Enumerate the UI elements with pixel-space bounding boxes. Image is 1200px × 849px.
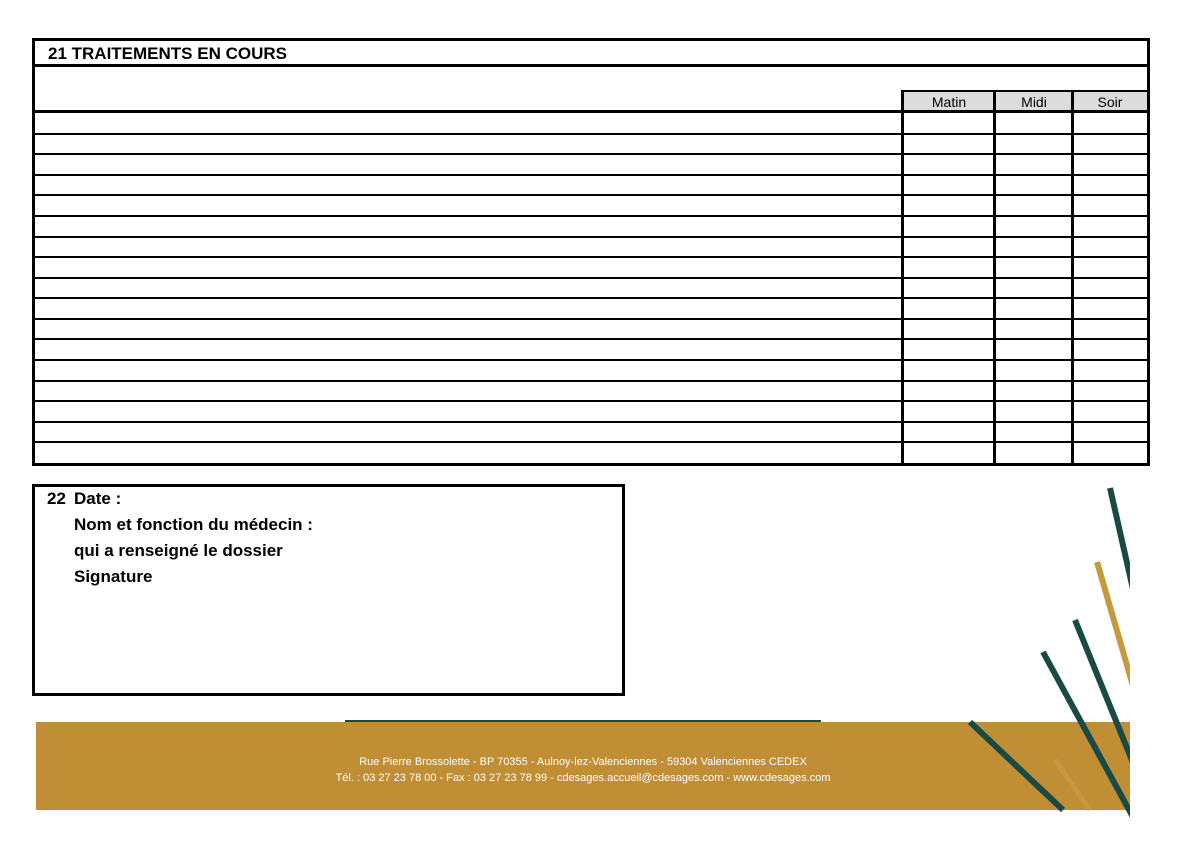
doctor-name-label: Nom et fonction du médecin : <box>74 515 313 534</box>
table-row-divider <box>35 133 1147 135</box>
table-row-divider <box>35 215 1147 217</box>
table-row-divider <box>35 421 1147 423</box>
column-divider <box>1071 90 1074 463</box>
table-row-divider <box>35 380 1147 382</box>
column-header-midi: Midi <box>995 90 1073 110</box>
treatment-rows <box>35 110 1147 463</box>
table-row-divider <box>35 441 1147 443</box>
table-row-divider <box>35 256 1147 258</box>
section-21-title: 21 TRAITEMENTS EN COURS <box>35 41 1147 67</box>
footer-contact: Tél. : 03 27 23 78 00 - Fax : 03 27 23 78 99 - cdesages.accueil@cdesages.com - www.cdesages.com <box>335 772 831 784</box>
table-row-divider <box>35 174 1147 176</box>
signature-label: Signature <box>74 567 153 586</box>
table-row-divider <box>35 194 1147 196</box>
table-row-divider <box>35 400 1147 402</box>
signature-box <box>32 484 625 696</box>
table-row-divider <box>35 153 1147 155</box>
footer-address: Rue Pierre Brossolette - BP 70355 - Aulnoy-lez-Valenciennes - 59304 Valenciennes CEDEX <box>359 756 807 768</box>
table-row-divider <box>35 359 1147 361</box>
footer-band <box>36 722 1130 810</box>
table-row-divider <box>35 297 1147 299</box>
column-divider <box>993 90 996 463</box>
column-header-matin: Matin <box>903 90 995 110</box>
section-22-number: 22 <box>47 489 66 508</box>
date-label: Date : <box>74 489 122 508</box>
table-row-divider <box>35 338 1147 340</box>
column-header-soir: Soir <box>1073 90 1147 110</box>
table-row-divider <box>35 277 1147 279</box>
treatments-table <box>32 38 1150 466</box>
filled-by-label: qui a renseigné le dossier <box>74 541 283 560</box>
table-row-divider <box>35 236 1147 238</box>
column-divider <box>901 90 904 463</box>
table-row-divider <box>35 318 1147 320</box>
